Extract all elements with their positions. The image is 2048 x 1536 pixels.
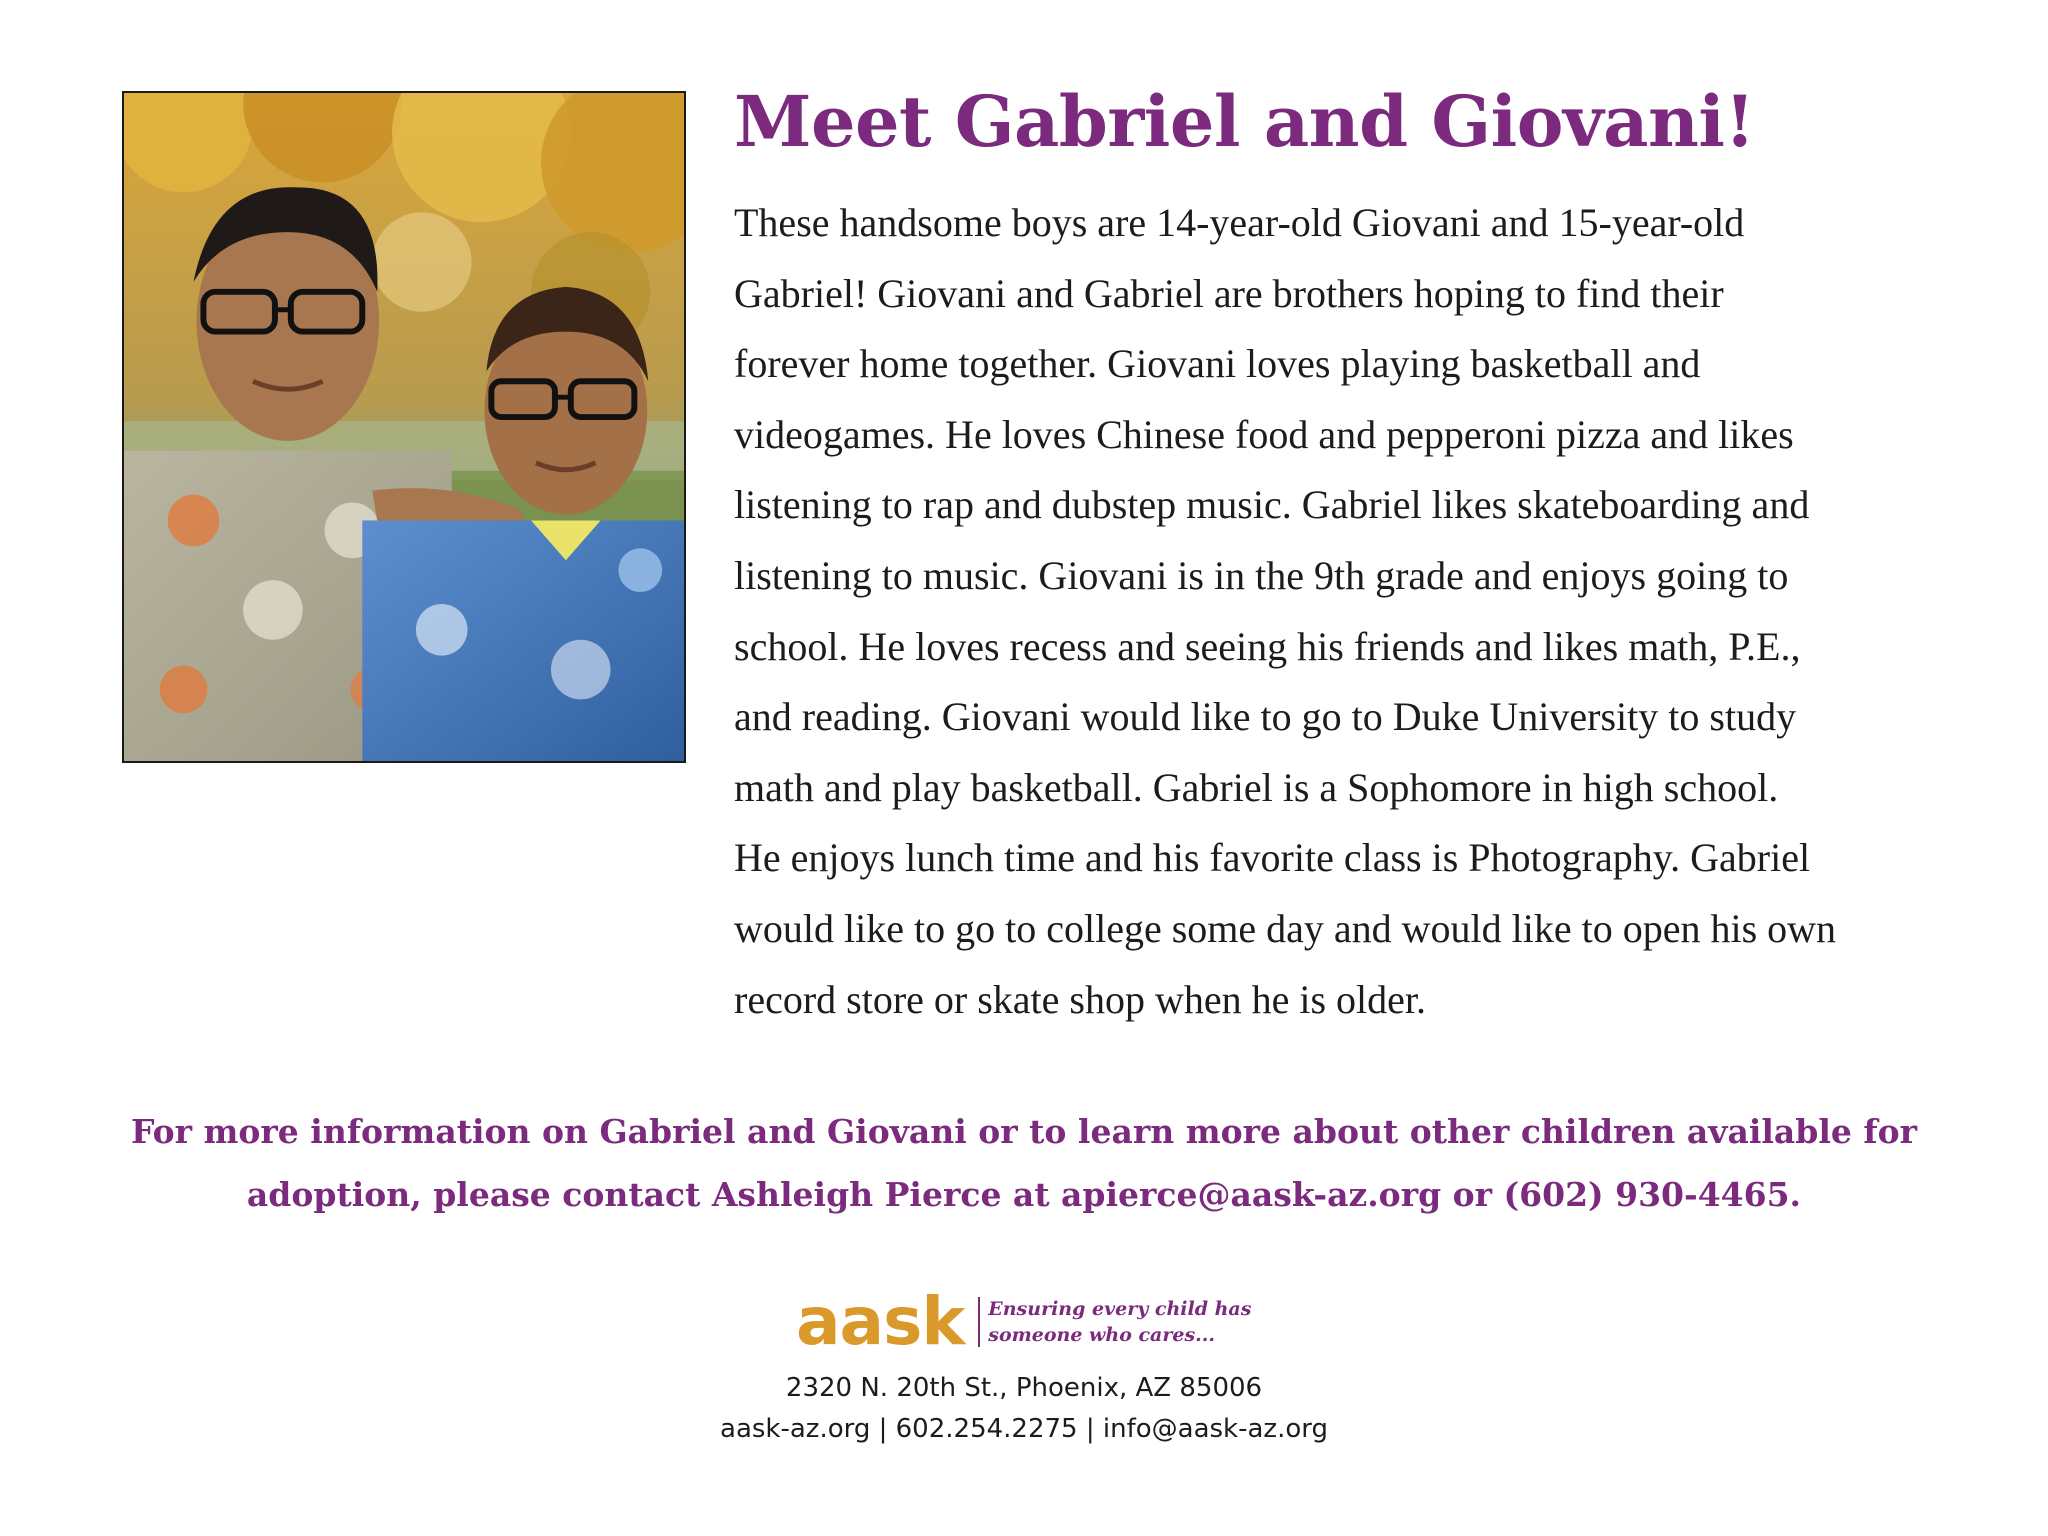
page-title: Meet Gabriel and Giovani! xyxy=(734,80,1755,163)
brothers-photo-illustration xyxy=(124,93,684,761)
profile-description: These handsome boys are 14-year-old Giovani and 15-year-old Gabriel! Giovani and Gabriel are brothers hoping to find their forever home together. Giovani loves playing basketball and videogames. He loves Chinese food and pepperoni pizza and likes listening to rap and dubstep music. Gabriel likes skateboarding and listening to music. Giovani is in the 9th grade and enjoys going to school. He loves recess and seeing his friends and likes math, P.E., and reading. Giovani would like to go to Duke University to study math and play basketball. Gabriel is a Sophomore in high school. He enjoys lunch time and his favorite class is Photography. Gabriel would like to go to college some day and would like to open his own record store or skate shop when he is older. xyxy=(734,200,1837,1022)
brothers-photo xyxy=(122,91,686,763)
aask-logo xyxy=(796,1283,1252,1360)
organization-address: 2320 N. 20th St., Phoenix, AZ 85006 xyxy=(785,1373,1263,1403)
logo-wordmark: aask xyxy=(796,1283,965,1360)
logo-divider xyxy=(978,1297,980,1347)
organization-contacts: aask-az.org | 602.254.2275 | info@aask-az.org xyxy=(720,1414,1328,1444)
contact-information: For more information on Gabriel and Giovani or to learn more about other children available for adoption, please contact Ashleigh Pierce at apierce@aask-az.org or (602) 930-4465. xyxy=(130,1112,1917,1214)
logo-tagline: Ensuring every child has someone who cares... xyxy=(988,1298,1252,1346)
